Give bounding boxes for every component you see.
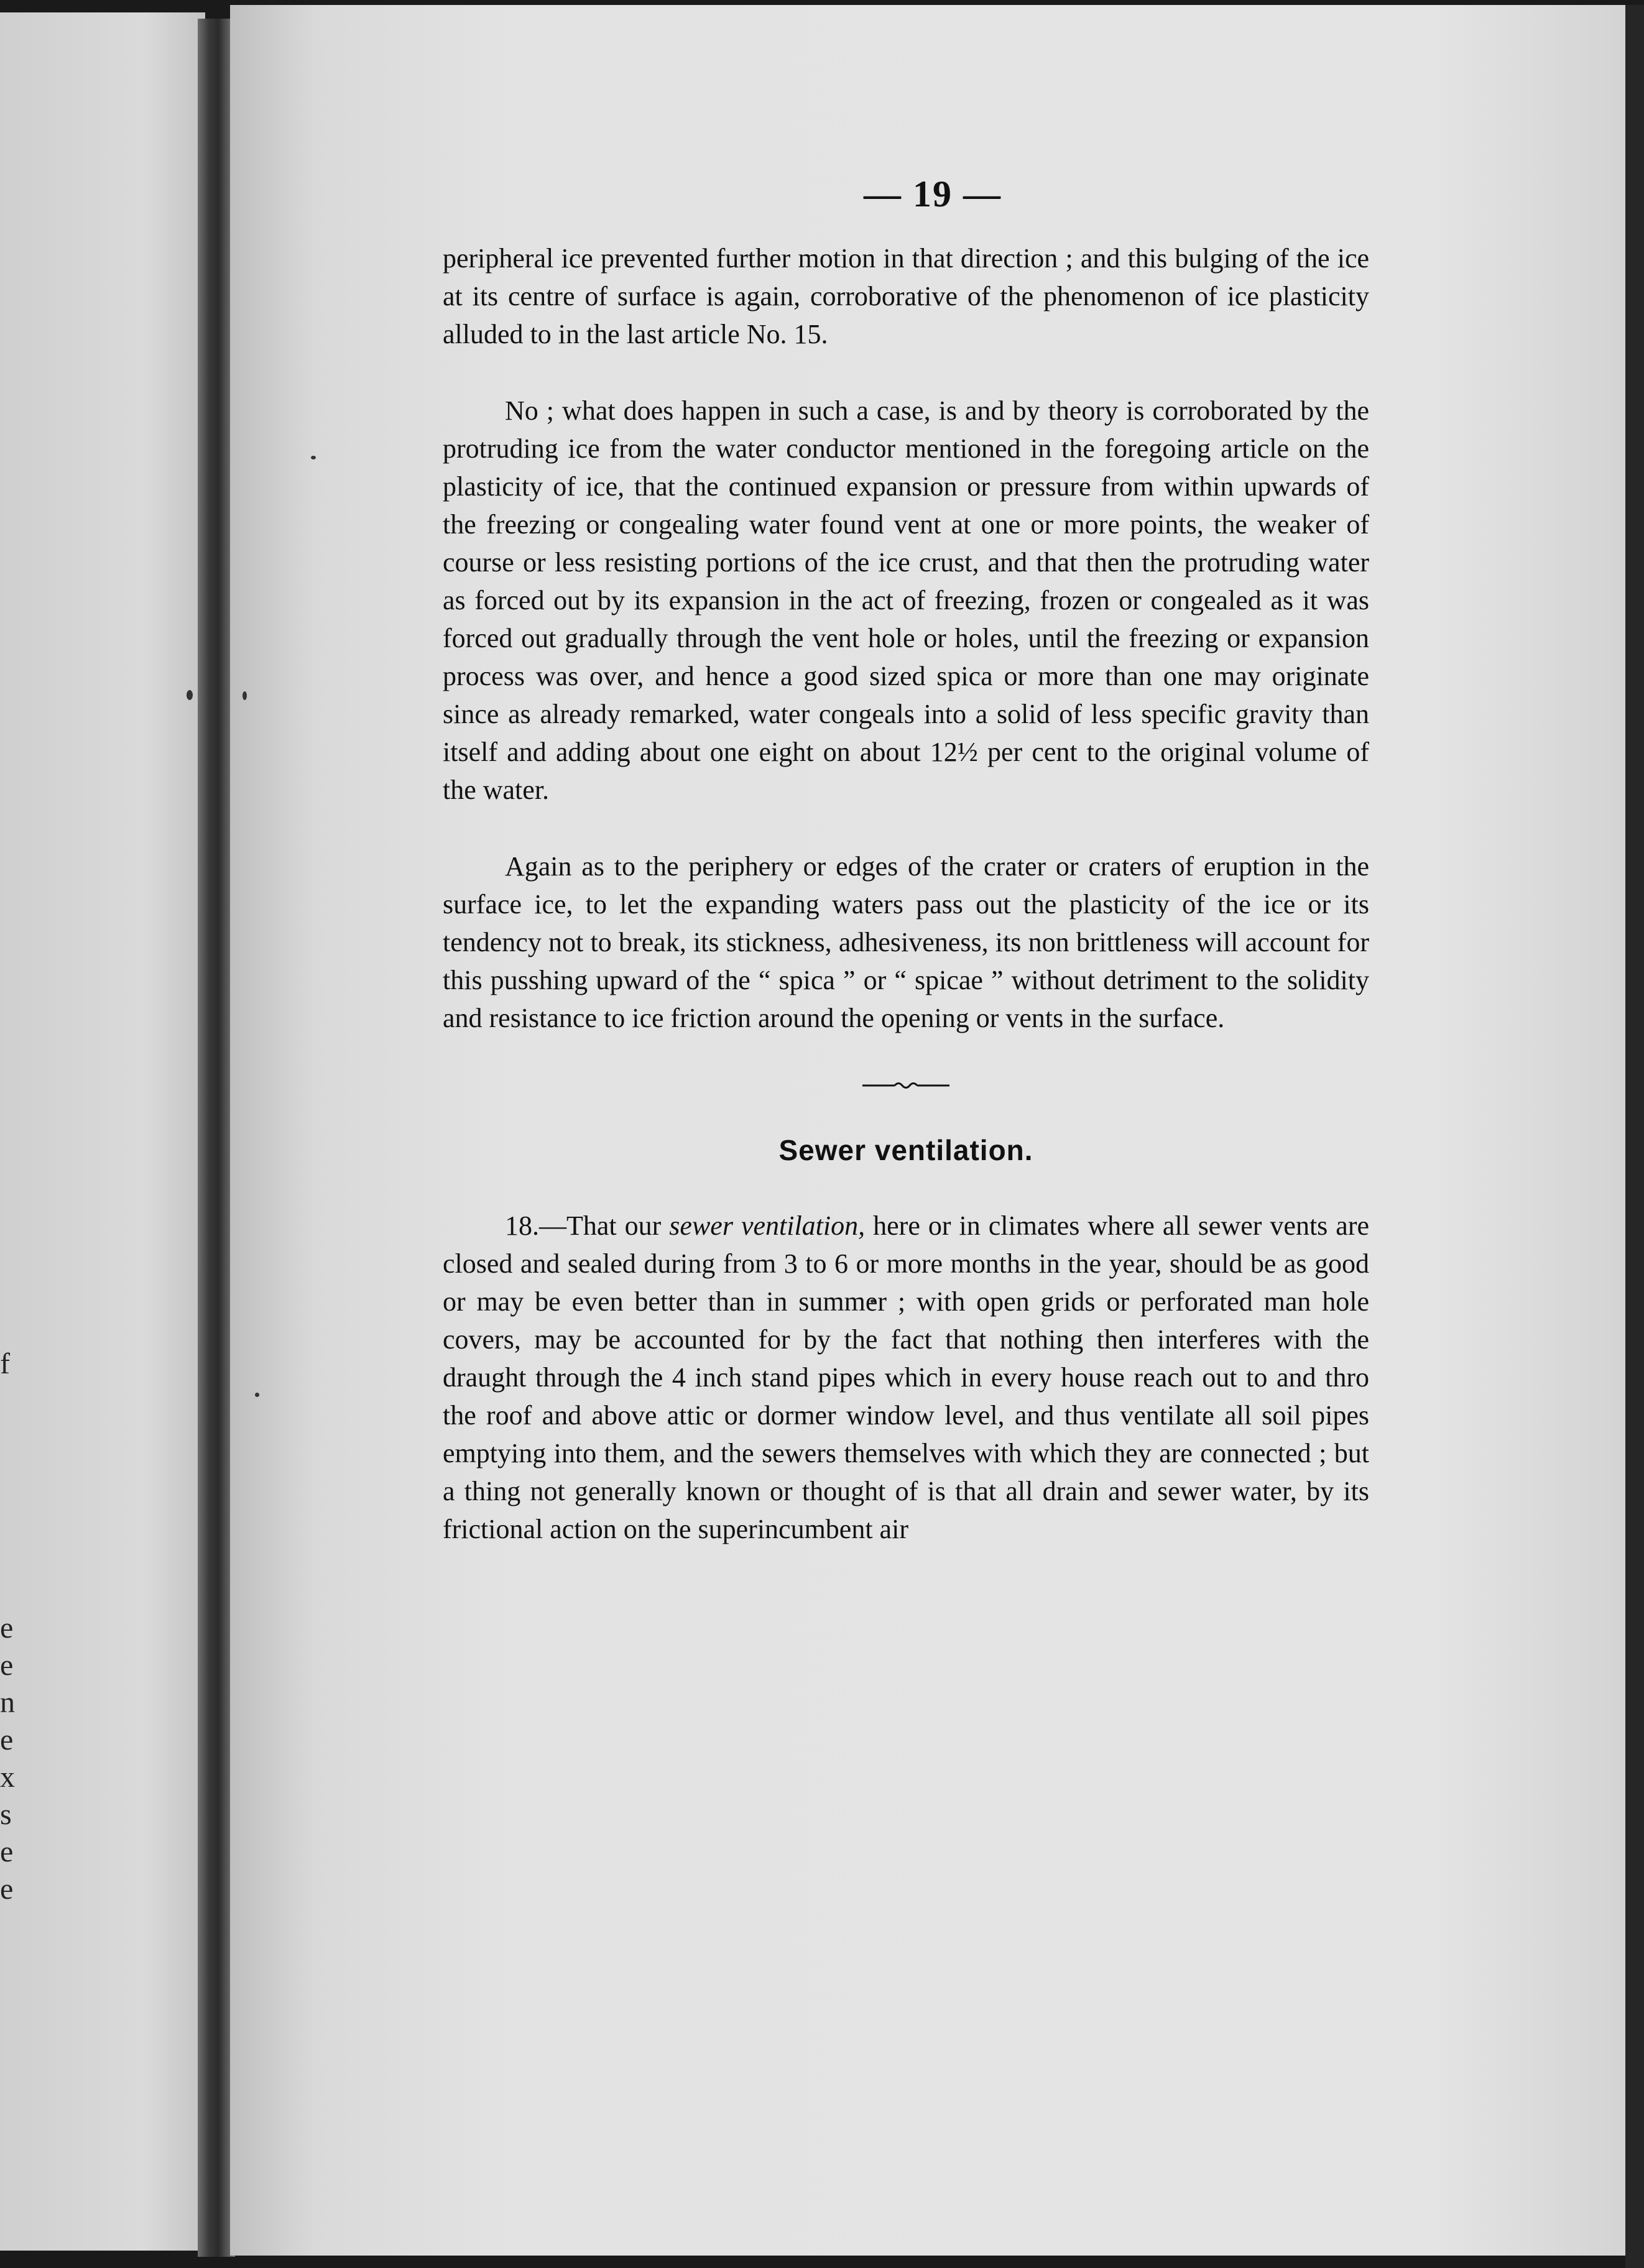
margin-letter: e — [0, 1649, 14, 1682]
page-edge-shadow — [1625, 5, 1644, 2268]
body-paragraph: Again as to the periphery or edges of the crater or craters of eruption in the surface ice, to let the expanding waters pass out the plasticity of the ice or its tendency not to break, its stickness, adhesiveness, its non brittleness will account for this pusshing upward of the “ spica ” or “ spicae ” without detriment to the solidity and resistance to ice friction around the opening or vents in the surface. — [443, 851, 1369, 1033]
left-page-fragment — [0, 12, 205, 2251]
body-paragraph: No ; what does happen in such a case, is and by theory is corroborated by the protruding ice from the water conductor mentioned in the foregoing article on the plasticity of ice, that the continued expansion or pressure from within upwards of the freezing or congealing water found vent at one or more points, the weaker of course or less resisting portions of the ice crust, and that then the protruding water as forced out by its expansion in the act of freezing, frozen or congealed as it was forced out gradually through the vent hole or holes, until the freezing or expansion process was over, and hence a good sized spica or more than one may originate since as already remarked, water congeals into a solid of less specific gravity than itself and adding about one eight on about 12½ per cent to the original volume of the water. — [443, 395, 1369, 805]
book-gutter — [198, 19, 235, 2257]
margin-letter: e — [0, 1835, 14, 1868]
margin-letter: s — [0, 1798, 12, 1831]
page-number: — 19 — — [864, 173, 1002, 214]
margin-letter: e — [0, 1873, 14, 1906]
body-paragraph: peripheral ice prevented further motion in that direction ; and this bulging of the ice at its centre of surface is again, corroborative of the phenomenon of ice plasticity alluded to in the last article No. 15. — [443, 243, 1369, 349]
section-paragraph — [443, 1207, 1369, 1548]
margin-letter: e — [0, 1723, 14, 1756]
page-body — [443, 239, 1369, 1548]
section-divider-ornament — [862, 1081, 949, 1090]
margin-letter: f — [0, 1347, 10, 1380]
scan-speck — [255, 1393, 259, 1397]
margin-letter: e — [0, 1611, 14, 1644]
paragraph-number: 18. — [505, 1210, 539, 1241]
paragraph-text: here or in climates where all sewer vents are closed and sealed during from 3 to 6 or more months in the year, should be as good or may be even better than in summer ; with open grids or perforated man hole covers, may be accounted for by the fact that nothing then interferes with the draught through the 4 inch stand pipes which in every house reach out to and thro the roof and above attic or dormer window level, and thus ventilate all soil pipes emptying into them, and the sewers themselves with which they are connected ; but a thing not generally known or thought of is that all drain and sewer water, by its frictional action on the superincumbent air — [443, 1210, 1369, 1544]
margin-letter: n — [0, 1686, 15, 1719]
margin-letter: x — [0, 1761, 15, 1794]
paragraph-lead: —That our — [539, 1210, 670, 1241]
scan-speck — [187, 690, 193, 700]
italic-phrase: sewer ventilation, — [669, 1210, 866, 1241]
scan-speck — [242, 691, 247, 700]
section-heading: Sewer ventilation. — [778, 1134, 1033, 1166]
scan-speck — [311, 456, 316, 459]
